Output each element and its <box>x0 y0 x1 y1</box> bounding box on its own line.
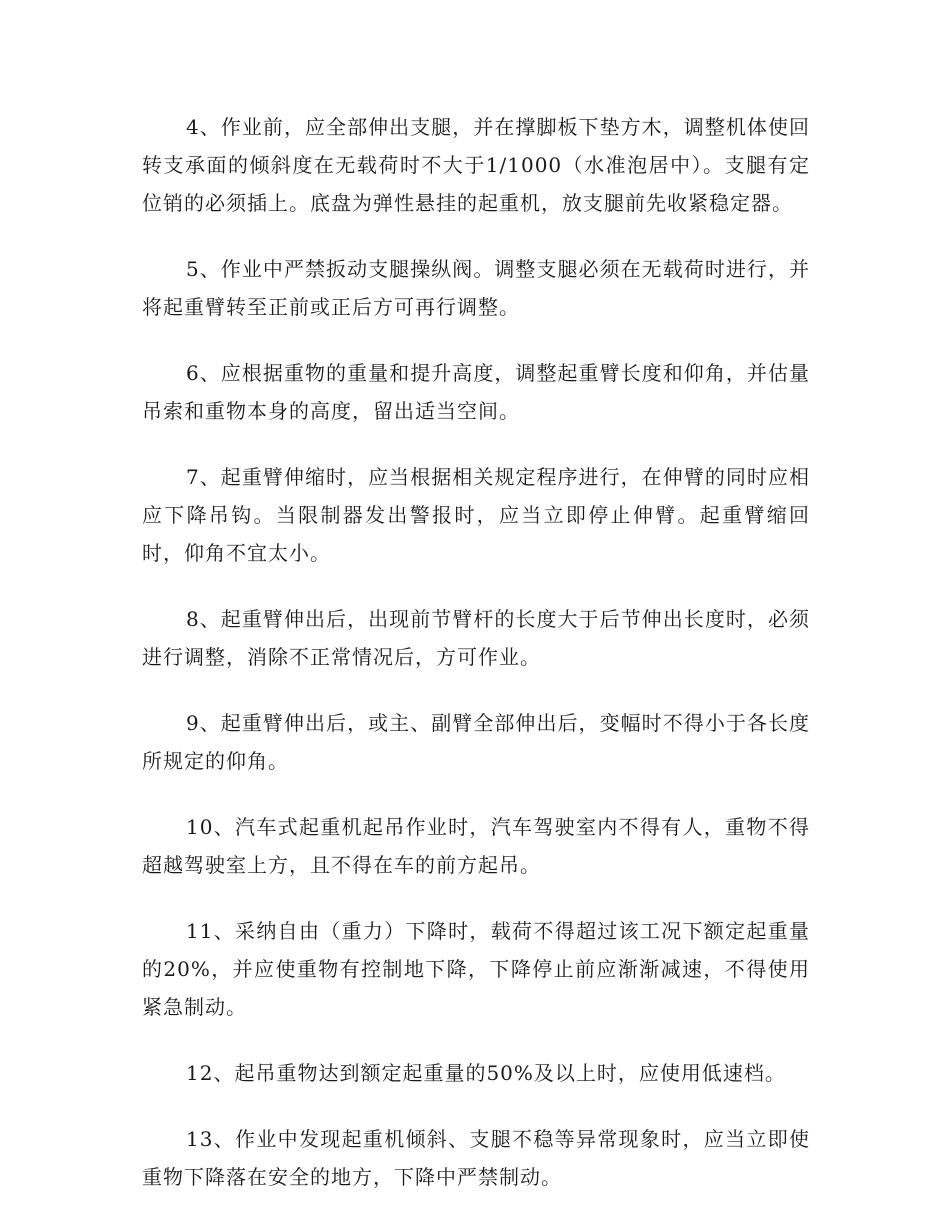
paragraph-item-9: 9、起重臂伸出后，或主、副臂全部伸出后，变幅时不得小于各长度所规定的仰角。 <box>142 711 810 773</box>
paragraph-item-5: 5、作业中严禁扳动支腿操纵阀。调整支腿必须在无载荷时进行，并将起重臂转至正前或正后方可再行调整。 <box>142 257 810 319</box>
paragraph-item-6: 6、应根据重物的重量和提升高度，调整起重臂长度和仰角，并估量吊索和重物本身的高度，留出适当空间。 <box>142 361 810 423</box>
paragraph-item-8: 8、起重臂伸出后，出现前节臂杆的长度大于后节伸出长度时，必须进行调整，消除不正常情况后，方可作业。 <box>142 607 810 669</box>
paragraph-item-7: 7、起重臂伸缩时，应当根据相关规定程序进行，在伸臂的同时应相应下降吊钩。当限制器发出警报时，应当立即停止伸臂。起重臂缩回时，仰角不宜太小。 <box>142 465 810 565</box>
paragraph-item-11: 11、采纳自由（重力）下降时，载荷不得超过该工况下额定起重量的20%，并应使重物有控制地下降，下降停止前应渐渐减速，不得使用紧急制动。 <box>142 919 810 1019</box>
document-body <box>142 108 810 1224</box>
paragraph-item-13: 13、作业中发现起重机倾斜、支腿不稳等异常现象时，应当立即使重物下降落在安全的地方，下降中严禁制动。 <box>142 1127 810 1189</box>
paragraph-item-12: 12、起吊重物达到额定起重量的50%及以上时，应使用低速档。 <box>186 1061 786 1085</box>
paragraph-item-4: 4、作业前，应全部伸出支腿，并在撑脚板下垫方木，调整机体使回转支承面的倾斜度在无载荷时不大于1/1000（水准泡居中）。支腿有定位销的必须插上。底盘为弹性悬挂的起重机，放支腿前先收紧稳定器。 <box>142 115 810 215</box>
paragraph-item-10: 10、汽车式起重机起吊作业时，汽车驾驶室内不得有人，重物不得超越驾驶室上方，且不得在车的前方起吊。 <box>142 815 810 877</box>
